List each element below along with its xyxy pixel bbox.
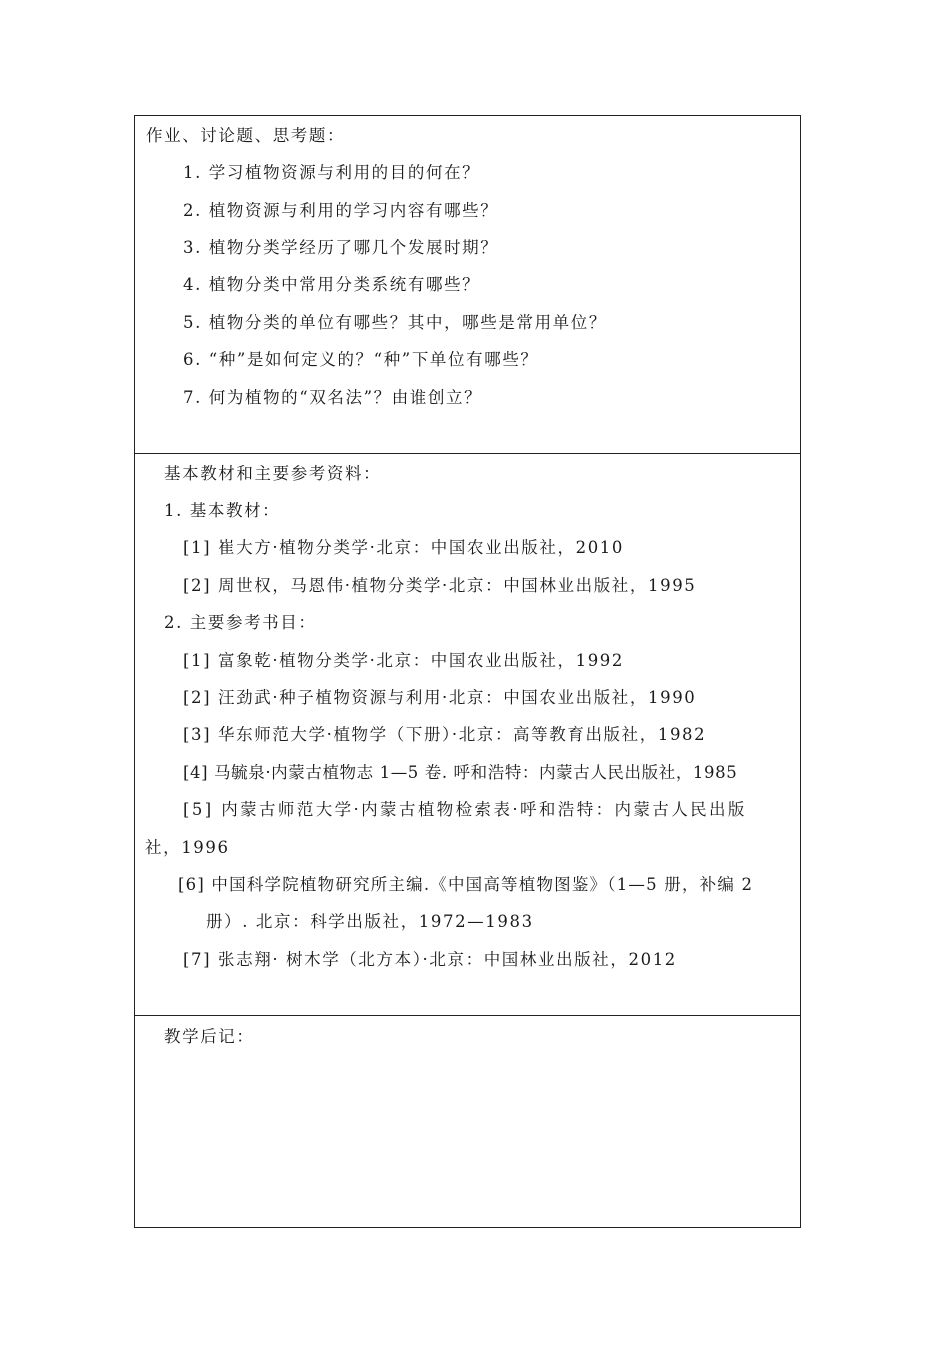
question-item: 7. 何为植物的“双名法”？由谁创立？: [183, 388, 483, 407]
references-section: [135, 454, 800, 1016]
basic-textbook-title: 1. 基本教材：: [164, 501, 281, 520]
reference-item: [2] 汪劲武·种子植物资源与利用·北京：中国农业出版社，1990: [183, 688, 697, 707]
reference-item: [1] 富象乾·植物分类学·北京：中国农业出版社，1992: [183, 651, 624, 670]
question-item: 4. 植物分类中常用分类系统有哪些？: [183, 275, 481, 294]
postscript-heading: 教学后记：: [164, 1027, 255, 1046]
postscript-section: [135, 1016, 800, 1227]
question-item: 6. “种”是如何定义的？“种”下单位有哪些？: [183, 350, 539, 369]
reference-item: [4] 马毓泉·内蒙古植物志 1—5 卷. 呼和浩特：内蒙古人民出版社，1985: [183, 763, 738, 782]
reference-item: [7] 张志翔· 树木学（北方本）·北京：中国林业出版社，2012: [183, 950, 677, 969]
main-references-title: 2. 主要参考书目：: [164, 613, 317, 632]
homework-heading: 作业、讨论题、思考题：: [146, 126, 346, 145]
reference-item: [3] 华东师范大学·植物学（下册）·北京：高等教育出版社，1982: [183, 725, 707, 744]
question-item: 1. 学习植物资源与利用的目的何在？: [183, 163, 481, 182]
question-item: 2. 植物资源与利用的学习内容有哪些？: [183, 201, 499, 220]
reference-item: [2] 周世权，马恩伟·植物分类学·北京：中国林业出版社，1995: [183, 576, 697, 595]
question-item: 3. 植物分类学经历了哪几个发展时期？: [183, 238, 499, 257]
reference-item-continuation: 册）. 北京：科学出版社，1972—1983: [206, 912, 534, 931]
reference-item: [5] 内蒙古师范大学·内蒙古植物检索表·呼和浩特：内蒙古人民出版: [183, 800, 747, 819]
homework-section: [135, 116, 800, 454]
reference-item-continuation: 社，1996: [145, 838, 230, 857]
references-heading: 基本教材和主要参考资料：: [164, 464, 382, 483]
reference-item: [1] 崔大方·植物分类学·北京：中国农业出版社，2010: [183, 538, 624, 557]
question-item: 5. 植物分类的单位有哪些？其中，哪些是常用单位？: [183, 313, 607, 332]
lesson-plan-table: [134, 115, 801, 1228]
reference-item: [6] 中国科学院植物研究所主编.《中国高等植物图鉴》（1—5 册，补编 2: [178, 875, 754, 894]
